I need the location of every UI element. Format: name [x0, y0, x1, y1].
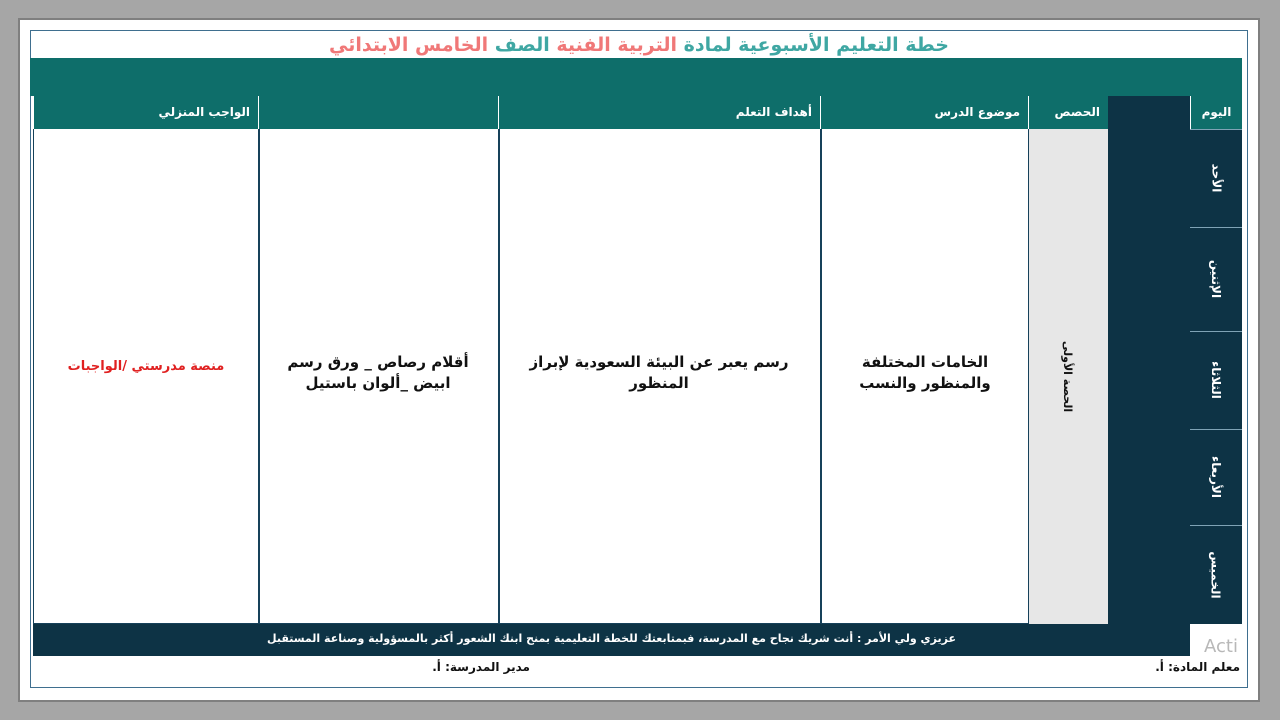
header-tools	[258, 96, 498, 129]
homework-text: منصة مدرستي /الواجبات	[67, 359, 225, 374]
day-thursday: الخميس	[1209, 550, 1223, 599]
header-periods: الحصص	[1028, 96, 1108, 129]
day-tuesday: الثلاثاء	[1209, 361, 1223, 399]
day-monday: الإثنين	[1209, 259, 1223, 299]
day-wednesday: الأربعاء	[1208, 456, 1223, 498]
period-label: الحصة الأولى	[1061, 340, 1075, 413]
header-lesson-topic: موضوع الدرس	[820, 96, 1028, 129]
activation-watermark: Acti	[1204, 636, 1238, 657]
dark-spacer-column	[1108, 96, 1190, 624]
tools-text: أقلام رصاص _ ورق رسم ابيض _ألوان باستيل	[287, 353, 469, 392]
day-sunday: الأحد	[1208, 163, 1223, 193]
parent-note-footer: عزيزي ولي الأمر : أنت شريك نجاح مع المدرسة، فبمتابعتك للخطة التعليمية بمنح ابنك الشعور أكثر بالمسؤولية وصناعة المستقبل	[33, 624, 1190, 656]
learning-objective-text: رسم يعبر عن البيئة السعودية لإبراز المنظور	[529, 353, 789, 392]
teacher-signature: معلم المادة: أ.	[1155, 660, 1240, 674]
header-day: اليوم	[1190, 96, 1242, 129]
title-subject: التربية الفنية	[556, 34, 677, 56]
header-learning-objectives: أهداف التعلم	[498, 96, 820, 129]
principal-signature: مدير المدرسة: أ.	[432, 660, 530, 674]
header-band	[30, 58, 1242, 96]
lesson-topic-text: الخامات المختلفة والمنظور والنسب	[859, 353, 991, 392]
page-title	[30, 32, 1248, 58]
title-part-3: الصف	[488, 34, 557, 56]
title-part-1: خطة التعليم الأسبوعية لمادة	[676, 34, 949, 56]
title-grade: الخامس الابتدائي	[329, 34, 489, 56]
header-homework: الواجب المنزلي	[33, 96, 258, 129]
